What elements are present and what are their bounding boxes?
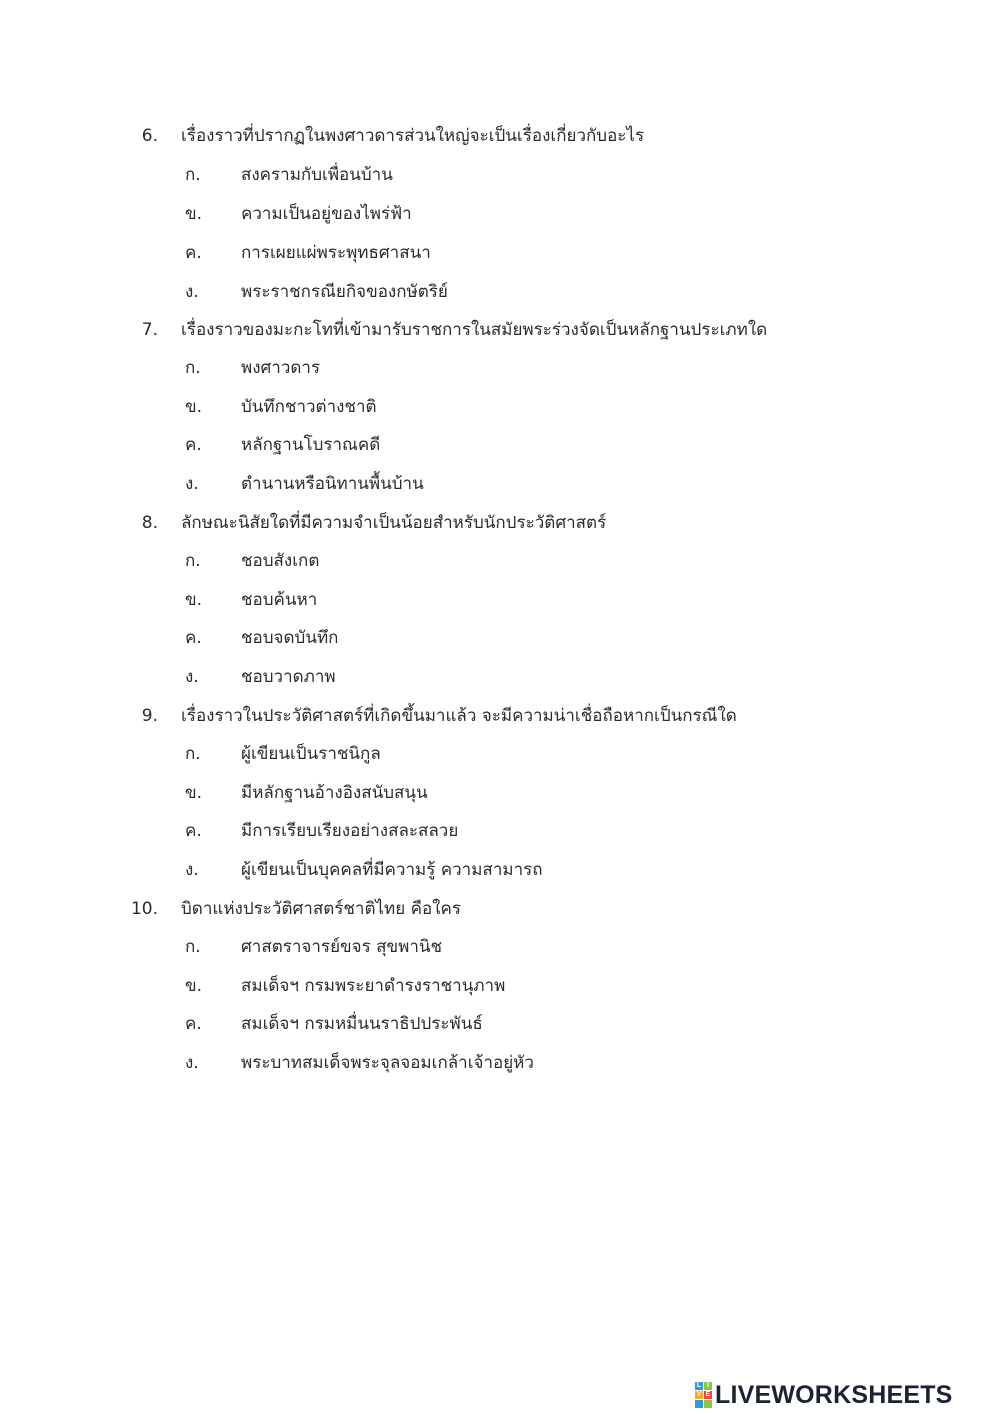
- choice-7-c[interactable]: [0, 430, 1000, 460]
- choice-text: มีการเรียบเรียงอย่างสละสลวย: [241, 821, 459, 841]
- choice-6-c[interactable]: [0, 238, 1000, 268]
- choice-letter: ข.: [185, 590, 203, 610]
- question-number: 7.: [141, 320, 158, 340]
- logo-square: [695, 1400, 703, 1408]
- choice-text: ผู้เขียนเป็นราชนิกูล: [241, 744, 381, 764]
- choice-6-a[interactable]: [0, 160, 1000, 190]
- question-10: [0, 894, 1000, 924]
- choice-text: พระราชกรณียกิจของกษัตริย์: [241, 282, 448, 302]
- choice-9-c[interactable]: [0, 816, 1000, 846]
- choice-8-a[interactable]: [0, 546, 1000, 576]
- choice-letter: ง.: [185, 1053, 199, 1073]
- question-8: [0, 508, 1000, 538]
- question-number: 8.: [141, 513, 158, 533]
- choice-letter: ค.: [185, 821, 202, 841]
- choice-6-b[interactable]: [0, 199, 1000, 229]
- choice-letter: ค.: [185, 628, 202, 648]
- choice-text: บันทึกชาวต่างชาติ: [241, 397, 377, 417]
- choice-letter: ก.: [185, 551, 201, 571]
- choice-letter: ง.: [185, 474, 199, 494]
- choice-letter: ค.: [185, 435, 202, 455]
- choice-text: ชอบสังเกต: [241, 551, 320, 571]
- choice-9-b[interactable]: [0, 778, 1000, 808]
- choice-letter: ข.: [185, 204, 203, 224]
- choice-letter: ข.: [185, 397, 203, 417]
- logo-letter: E: [705, 1391, 711, 1398]
- choice-text: ผู้เขียนเป็นบุคคลที่มีความรู้ ความสามารถ: [241, 860, 543, 880]
- choice-7-d[interactable]: [0, 469, 1000, 499]
- question-text: เรื่องราวในประวัติศาสตร์ที่เกิดขึ้นมาแล้ว จะมีความน่าเชื่อถือหากเป็นกรณีใด: [181, 706, 737, 726]
- question-text: เรื่องราวที่ปรากฏในพงศาวดารส่วนใหญ่จะเป็นเรื่องเกี่ยวกับอะไร: [181, 126, 645, 146]
- choice-text: สงครามกับเพื่อนบ้าน: [241, 165, 393, 185]
- question-9: [0, 701, 1000, 731]
- choice-10-d[interactable]: [0, 1048, 1000, 1078]
- question-text: ลักษณะนิสัยใดที่มีความจำเป็นน้อยสำหรับนักประวัติศาสตร์: [181, 513, 607, 533]
- logo-mark-icon: [695, 1382, 712, 1408]
- choice-letter: ก.: [185, 165, 201, 185]
- logo-letter: I: [704, 1382, 712, 1390]
- question-text: บิดาแห่งประวัติศาสตร์ชาติไทย คือใคร: [181, 899, 461, 919]
- choice-text: พงศาวดาร: [241, 358, 321, 378]
- choice-7-b[interactable]: [0, 392, 1000, 422]
- question-number: 10.: [130, 899, 158, 919]
- choice-letter: ง.: [185, 860, 199, 880]
- choice-letter: ข.: [185, 783, 203, 803]
- question-text: เรื่องราวของมะกะโทที่เข้ามารับราชการในสมัยพระร่วงจัดเป็นหลักฐานประเภทใด: [181, 320, 768, 340]
- choice-letter: ก.: [185, 744, 201, 764]
- choice-10-c[interactable]: [0, 1009, 1000, 1039]
- choice-text: ศาสตราจารย์ขจร สุขพานิช: [241, 937, 443, 957]
- choice-8-c[interactable]: [0, 623, 1000, 653]
- choice-text: สมเด็จฯ กรมหมื่นนราธิปประพันธ์: [241, 1014, 483, 1034]
- question-6: [0, 121, 1000, 151]
- choice-letter: ก.: [185, 937, 201, 957]
- choice-text: มีหลักฐานอ้างอิงสนับสนุน: [241, 783, 428, 803]
- choice-text: สมเด็จฯ กรมพระยาดำรงราชานุภาพ: [241, 976, 506, 996]
- choice-letter: ค.: [185, 243, 202, 263]
- choice-9-d[interactable]: [0, 855, 1000, 885]
- logo-letter: V: [696, 1391, 702, 1398]
- choice-text: ชอบจดบันทึก: [241, 628, 339, 648]
- choice-7-a[interactable]: [0, 353, 1000, 383]
- choice-9-a[interactable]: [0, 739, 1000, 769]
- brand-name: LIVEWORKSHEETS: [715, 1380, 953, 1409]
- choice-6-d[interactable]: [0, 277, 1000, 307]
- logo-square: [704, 1400, 712, 1408]
- choice-text: ความเป็นอยู่ของไพร่ฟ้า: [241, 204, 412, 224]
- choice-letter: ค.: [185, 1014, 202, 1034]
- liveworksheets-logo[interactable]: [695, 1380, 995, 1410]
- choice-text: ชอบค้นหา: [241, 590, 318, 610]
- question-number: 6.: [141, 126, 158, 146]
- choice-8-b[interactable]: [0, 585, 1000, 615]
- choice-text: หลักฐานโบราณคดี: [241, 435, 381, 455]
- choice-letter: ก.: [185, 358, 201, 378]
- choice-letter: ง.: [185, 282, 199, 302]
- choice-10-a[interactable]: [0, 932, 1000, 962]
- choice-letter: ง.: [185, 667, 199, 687]
- question-7: [0, 315, 1000, 345]
- choice-text: ชอบวาดภาพ: [241, 667, 336, 687]
- question-number: 9.: [141, 706, 158, 726]
- choice-text: พระบาทสมเด็จพระจุลจอมเกล้าเจ้าอยู่หัว: [241, 1053, 534, 1073]
- choice-letter: ข.: [185, 976, 203, 996]
- choice-text: ตำนานหรือนิทานพื้นบ้าน: [241, 474, 424, 494]
- choice-10-b[interactable]: [0, 971, 1000, 1001]
- choice-text: การเผยแผ่พระพุทธศาสนา: [241, 243, 431, 263]
- logo-letter: L: [696, 1382, 702, 1389]
- choice-8-d[interactable]: [0, 662, 1000, 692]
